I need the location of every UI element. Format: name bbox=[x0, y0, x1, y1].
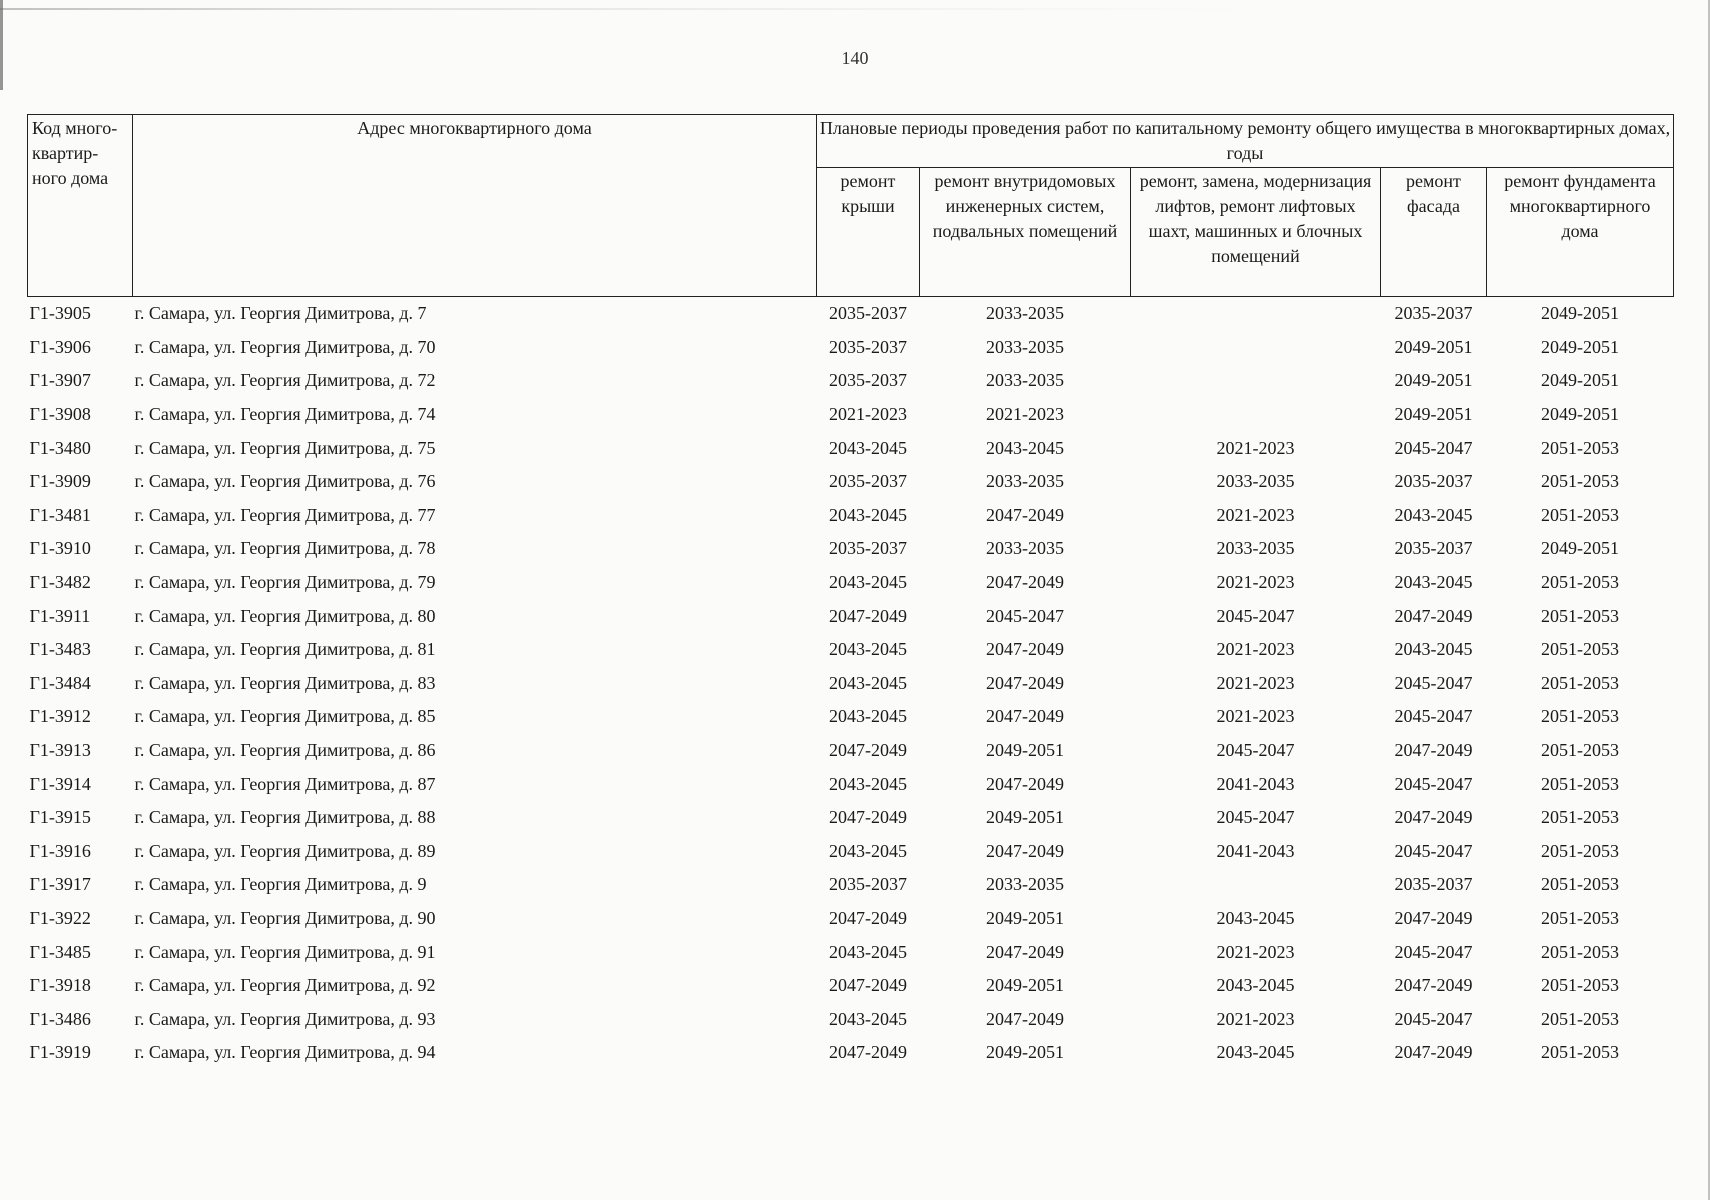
row-engineering: 2047-2049 bbox=[986, 672, 1064, 693]
row-foundation: 2051-2053 bbox=[1541, 504, 1619, 525]
row-facade: 2047-2049 bbox=[1394, 1042, 1473, 1063]
row-roof: 2043-2045 bbox=[829, 773, 907, 794]
row-elevators bbox=[1131, 398, 1381, 432]
table-row bbox=[28, 431, 1674, 465]
row-code: Г1-3482 bbox=[29, 572, 91, 593]
row-elevators: 2021-2023 bbox=[1216, 706, 1295, 727]
row-engineering: 2049-2051 bbox=[986, 1042, 1064, 1063]
row-code: Г1-3915 bbox=[29, 807, 91, 828]
row-address: г. Самара, ул. Георгия Димитрова, д. 76 bbox=[134, 471, 436, 492]
row-roof: 2043-2045 bbox=[829, 706, 907, 727]
row-code: Г1-3909 bbox=[29, 471, 91, 492]
row-code: Г1-3480 bbox=[29, 437, 91, 458]
row-code: Г1-3914 bbox=[29, 773, 91, 794]
row-foundation: 2051-2053 bbox=[1541, 840, 1619, 861]
row-foundation: 2051-2053 bbox=[1541, 975, 1619, 996]
row-engineering: 2043-2045 bbox=[986, 437, 1064, 458]
row-address: г. Самара, ул. Георгия Димитрова, д. 75 bbox=[134, 437, 436, 458]
row-engineering: 2047-2049 bbox=[986, 639, 1064, 660]
row-facade: 2049-2051 bbox=[1394, 370, 1473, 391]
row-elevators: 2033-2035 bbox=[1216, 471, 1295, 492]
row-engineering: 2047-2049 bbox=[986, 941, 1064, 962]
table-row bbox=[28, 331, 1674, 365]
row-engineering: 2033-2035 bbox=[986, 874, 1064, 895]
row-roof: 2047-2049 bbox=[829, 1042, 907, 1063]
row-code: Г1-3910 bbox=[29, 538, 91, 559]
row-elevators: 2021-2023 bbox=[1216, 572, 1295, 593]
table-row bbox=[28, 465, 1674, 499]
row-elevators: 2045-2047 bbox=[1216, 605, 1295, 626]
row-roof: 2035-2037 bbox=[829, 336, 907, 357]
row-facade: 2035-2037 bbox=[1394, 874, 1473, 895]
row-address: г. Самара, ул. Георгия Димитрова, д. 90 bbox=[134, 907, 436, 928]
row-elevators: 2043-2045 bbox=[1216, 907, 1295, 928]
row-foundation: 2051-2053 bbox=[1541, 874, 1619, 895]
row-roof: 2043-2045 bbox=[829, 504, 907, 525]
table-row bbox=[28, 969, 1674, 1003]
row-facade: 2047-2049 bbox=[1394, 740, 1473, 761]
row-address: г. Самара, ул. Георгия Димитрова, д. 72 bbox=[134, 370, 436, 391]
header-periods-group: Плановые периоды проведения работ по капитальному ремонту общего имущества в многоквартирных домах, годы bbox=[817, 115, 1674, 168]
row-address: г. Самара, ул. Георгия Димитрова, д. 93 bbox=[134, 1008, 436, 1029]
table-row bbox=[28, 801, 1674, 835]
header-roof: ремонт крыши bbox=[817, 168, 920, 297]
row-facade: 2045-2047 bbox=[1394, 672, 1473, 693]
row-engineering: 2047-2049 bbox=[986, 1008, 1064, 1029]
row-roof: 2035-2037 bbox=[829, 538, 907, 559]
row-code: Г1-3911 bbox=[29, 605, 91, 626]
table-row bbox=[28, 700, 1674, 734]
row-elevators: 2043-2045 bbox=[1216, 975, 1295, 996]
row-code: Г1-3484 bbox=[29, 672, 91, 693]
table-row bbox=[28, 599, 1674, 633]
row-facade: 2045-2047 bbox=[1394, 840, 1473, 861]
row-engineering: 2045-2047 bbox=[986, 605, 1064, 626]
row-elevators bbox=[1131, 297, 1381, 331]
table-row bbox=[28, 935, 1674, 969]
table-row bbox=[28, 297, 1674, 331]
row-roof: 2035-2037 bbox=[829, 303, 907, 324]
row-elevators bbox=[1131, 331, 1381, 365]
row-address: г. Самара, ул. Георгия Димитрова, д. 80 bbox=[134, 605, 436, 626]
row-engineering: 2047-2049 bbox=[986, 773, 1064, 794]
table-row bbox=[28, 566, 1674, 600]
row-roof: 2047-2049 bbox=[829, 975, 907, 996]
row-elevators: 2043-2045 bbox=[1216, 1042, 1295, 1063]
row-engineering: 2047-2049 bbox=[986, 840, 1064, 861]
row-engineering: 2033-2035 bbox=[986, 370, 1064, 391]
row-elevators: 2021-2023 bbox=[1216, 941, 1295, 962]
row-roof: 2043-2045 bbox=[829, 941, 907, 962]
row-elevators bbox=[1131, 868, 1381, 902]
row-code: Г1-3913 bbox=[29, 740, 91, 761]
row-facade: 2047-2049 bbox=[1394, 907, 1473, 928]
row-foundation: 2049-2051 bbox=[1541, 303, 1619, 324]
row-roof: 2035-2037 bbox=[829, 874, 907, 895]
table-row bbox=[28, 1002, 1674, 1036]
row-foundation: 2051-2053 bbox=[1541, 773, 1619, 794]
row-foundation: 2051-2053 bbox=[1541, 1008, 1619, 1029]
row-address: г. Самара, ул. Георгия Димитрова, д. 70 bbox=[134, 336, 436, 357]
row-facade: 2043-2045 bbox=[1394, 639, 1473, 660]
row-foundation: 2049-2051 bbox=[1541, 404, 1619, 425]
row-elevators: 2041-2043 bbox=[1216, 840, 1295, 861]
row-elevators bbox=[1131, 364, 1381, 398]
table-row bbox=[28, 902, 1674, 936]
row-address: г. Самара, ул. Георгия Димитрова, д. 9 bbox=[134, 874, 427, 895]
row-elevators: 2041-2043 bbox=[1216, 773, 1295, 794]
row-foundation: 2051-2053 bbox=[1541, 1042, 1619, 1063]
row-address: г. Самара, ул. Георгия Димитрова, д. 83 bbox=[134, 672, 436, 693]
header-code: Код много-квартир-ного дома bbox=[28, 115, 133, 297]
row-elevators: 2021-2023 bbox=[1216, 639, 1295, 660]
row-engineering: 2047-2049 bbox=[986, 504, 1064, 525]
row-foundation: 2051-2053 bbox=[1541, 807, 1619, 828]
row-foundation: 2051-2053 bbox=[1541, 471, 1619, 492]
row-foundation: 2051-2053 bbox=[1541, 706, 1619, 727]
row-roof: 2047-2049 bbox=[829, 605, 907, 626]
row-facade: 2045-2047 bbox=[1394, 773, 1473, 794]
table-row bbox=[28, 364, 1674, 398]
row-engineering: 2033-2035 bbox=[986, 336, 1064, 357]
row-facade: 2049-2051 bbox=[1394, 404, 1473, 425]
row-engineering: 2033-2035 bbox=[986, 303, 1064, 324]
repair-schedule-table bbox=[27, 114, 1674, 1070]
header-foundation: ремонт фундамента многоквартирного дома bbox=[1487, 168, 1674, 297]
row-roof: 2047-2049 bbox=[829, 740, 907, 761]
table-row bbox=[28, 633, 1674, 667]
row-engineering: 2049-2051 bbox=[986, 907, 1064, 928]
row-roof: 2043-2045 bbox=[829, 840, 907, 861]
row-roof: 2021-2023 bbox=[829, 404, 907, 425]
row-roof: 2043-2045 bbox=[829, 639, 907, 660]
table-row bbox=[28, 835, 1674, 869]
header-address: Адрес многоквартирного дома bbox=[133, 115, 817, 297]
scan-artifact-top bbox=[0, 8, 1250, 10]
row-elevators: 2033-2035 bbox=[1216, 538, 1295, 559]
table-row bbox=[28, 734, 1674, 768]
row-engineering: 2049-2051 bbox=[986, 807, 1064, 828]
row-roof: 2047-2049 bbox=[829, 907, 907, 928]
row-facade: 2045-2047 bbox=[1394, 941, 1473, 962]
row-address: г. Самара, ул. Георгия Димитрова, д. 91 bbox=[134, 941, 436, 962]
row-facade: 2035-2037 bbox=[1394, 471, 1473, 492]
table-row bbox=[28, 868, 1674, 902]
row-code: Г1-3907 bbox=[29, 370, 91, 391]
table-header bbox=[28, 115, 1674, 297]
row-roof: 2047-2049 bbox=[829, 807, 907, 828]
row-facade: 2043-2045 bbox=[1394, 504, 1473, 525]
row-foundation: 2051-2053 bbox=[1541, 639, 1619, 660]
row-address: г. Самара, ул. Георгия Димитрова, д. 94 bbox=[134, 1042, 436, 1063]
row-foundation: 2051-2053 bbox=[1541, 941, 1619, 962]
row-facade: 2043-2045 bbox=[1394, 572, 1473, 593]
row-address: г. Самара, ул. Георгия Димитрова, д. 81 bbox=[134, 639, 436, 660]
row-code: Г1-3919 bbox=[29, 1042, 91, 1063]
header-engineering: ремонт внутридомовых инженерных систем, подвальных помещений bbox=[920, 168, 1131, 297]
header-facade: ремонт фасада bbox=[1381, 168, 1487, 297]
table-row bbox=[28, 499, 1674, 533]
table-row bbox=[28, 667, 1674, 701]
row-address: г. Самара, ул. Георгия Димитрова, д. 79 bbox=[134, 572, 436, 593]
scan-artifact-left-edge bbox=[0, 0, 3, 90]
row-engineering: 2033-2035 bbox=[986, 538, 1064, 559]
row-code: Г1-3905 bbox=[29, 303, 91, 324]
row-foundation: 2051-2053 bbox=[1541, 572, 1619, 593]
row-address: г. Самара, ул. Георгия Димитрова, д. 92 bbox=[134, 975, 436, 996]
row-code: Г1-3481 bbox=[29, 504, 91, 525]
row-elevators: 2045-2047 bbox=[1216, 807, 1295, 828]
row-code: Г1-3916 bbox=[29, 840, 91, 861]
row-code: Г1-3483 bbox=[29, 639, 91, 660]
row-foundation: 2051-2053 bbox=[1541, 907, 1619, 928]
row-address: г. Самара, ул. Георгия Димитрова, д. 7 bbox=[134, 303, 427, 324]
row-code: Г1-3912 bbox=[29, 706, 91, 727]
row-engineering: 2049-2051 bbox=[986, 740, 1064, 761]
row-address: г. Самара, ул. Георгия Димитрова, д. 74 bbox=[134, 404, 436, 425]
row-elevators: 2045-2047 bbox=[1216, 740, 1295, 761]
row-code: Г1-3917 bbox=[29, 874, 91, 895]
row-foundation: 2051-2053 bbox=[1541, 437, 1619, 458]
row-roof: 2035-2037 bbox=[829, 370, 907, 391]
row-foundation: 2051-2053 bbox=[1541, 605, 1619, 626]
table-row bbox=[28, 1036, 1674, 1070]
row-foundation: 2051-2053 bbox=[1541, 672, 1619, 693]
page-number: 140 bbox=[841, 48, 869, 68]
row-code: Г1-3485 bbox=[29, 941, 91, 962]
row-facade: 2049-2051 bbox=[1394, 336, 1473, 357]
row-roof: 2043-2045 bbox=[829, 672, 907, 693]
row-engineering: 2047-2049 bbox=[986, 706, 1064, 727]
table-body bbox=[28, 297, 1674, 1070]
row-address: г. Самара, ул. Георгия Димитрова, д. 86 bbox=[134, 740, 436, 761]
row-address: г. Самара, ул. Георгия Димитрова, д. 77 bbox=[134, 504, 436, 525]
row-code: Г1-3908 bbox=[29, 404, 91, 425]
row-foundation: 2051-2053 bbox=[1541, 740, 1619, 761]
row-engineering: 2047-2049 bbox=[986, 572, 1064, 593]
row-address: г. Самара, ул. Георгия Димитрова, д. 85 bbox=[134, 706, 436, 727]
row-code: Г1-3906 bbox=[29, 336, 91, 357]
table-row bbox=[28, 398, 1674, 432]
row-code: Г1-3918 bbox=[29, 975, 91, 996]
row-facade: 2047-2049 bbox=[1394, 975, 1473, 996]
row-address: г. Самара, ул. Георгия Димитрова, д. 87 bbox=[134, 773, 436, 794]
header-elevators: ремонт, замена, модернизация лифтов, ремонт лифтовых шахт, машинных и блочных помещений bbox=[1131, 168, 1381, 297]
row-roof: 2043-2045 bbox=[829, 1008, 907, 1029]
row-facade: 2047-2049 bbox=[1394, 605, 1473, 626]
row-facade: 2045-2047 bbox=[1394, 706, 1473, 727]
row-facade: 2035-2037 bbox=[1394, 303, 1473, 324]
row-engineering: 2049-2051 bbox=[986, 975, 1064, 996]
row-roof: 2043-2045 bbox=[829, 572, 907, 593]
row-elevators: 2021-2023 bbox=[1216, 672, 1295, 693]
row-code: Г1-3922 bbox=[29, 907, 91, 928]
row-foundation: 2049-2051 bbox=[1541, 370, 1619, 391]
row-facade: 2035-2037 bbox=[1394, 538, 1473, 559]
row-facade: 2045-2047 bbox=[1394, 437, 1473, 458]
table-row bbox=[28, 532, 1674, 566]
row-roof: 2043-2045 bbox=[829, 437, 907, 458]
row-address: г. Самара, ул. Георгия Димитрова, д. 89 bbox=[134, 840, 436, 861]
row-address: г. Самара, ул. Георгия Димитрова, д. 78 bbox=[134, 538, 436, 559]
row-facade: 2045-2047 bbox=[1394, 1008, 1473, 1029]
row-elevators: 2021-2023 bbox=[1216, 1008, 1295, 1029]
row-foundation: 2049-2051 bbox=[1541, 538, 1619, 559]
row-engineering: 2021-2023 bbox=[986, 404, 1064, 425]
row-elevators: 2021-2023 bbox=[1216, 504, 1295, 525]
row-address: г. Самара, ул. Георгия Димитрова, д. 88 bbox=[134, 807, 436, 828]
row-foundation: 2049-2051 bbox=[1541, 336, 1619, 357]
row-elevators: 2021-2023 bbox=[1216, 437, 1295, 458]
row-engineering: 2033-2035 bbox=[986, 471, 1064, 492]
row-facade: 2047-2049 bbox=[1394, 807, 1473, 828]
row-code: Г1-3486 bbox=[29, 1008, 91, 1029]
row-roof: 2035-2037 bbox=[829, 471, 907, 492]
table-row bbox=[28, 767, 1674, 801]
